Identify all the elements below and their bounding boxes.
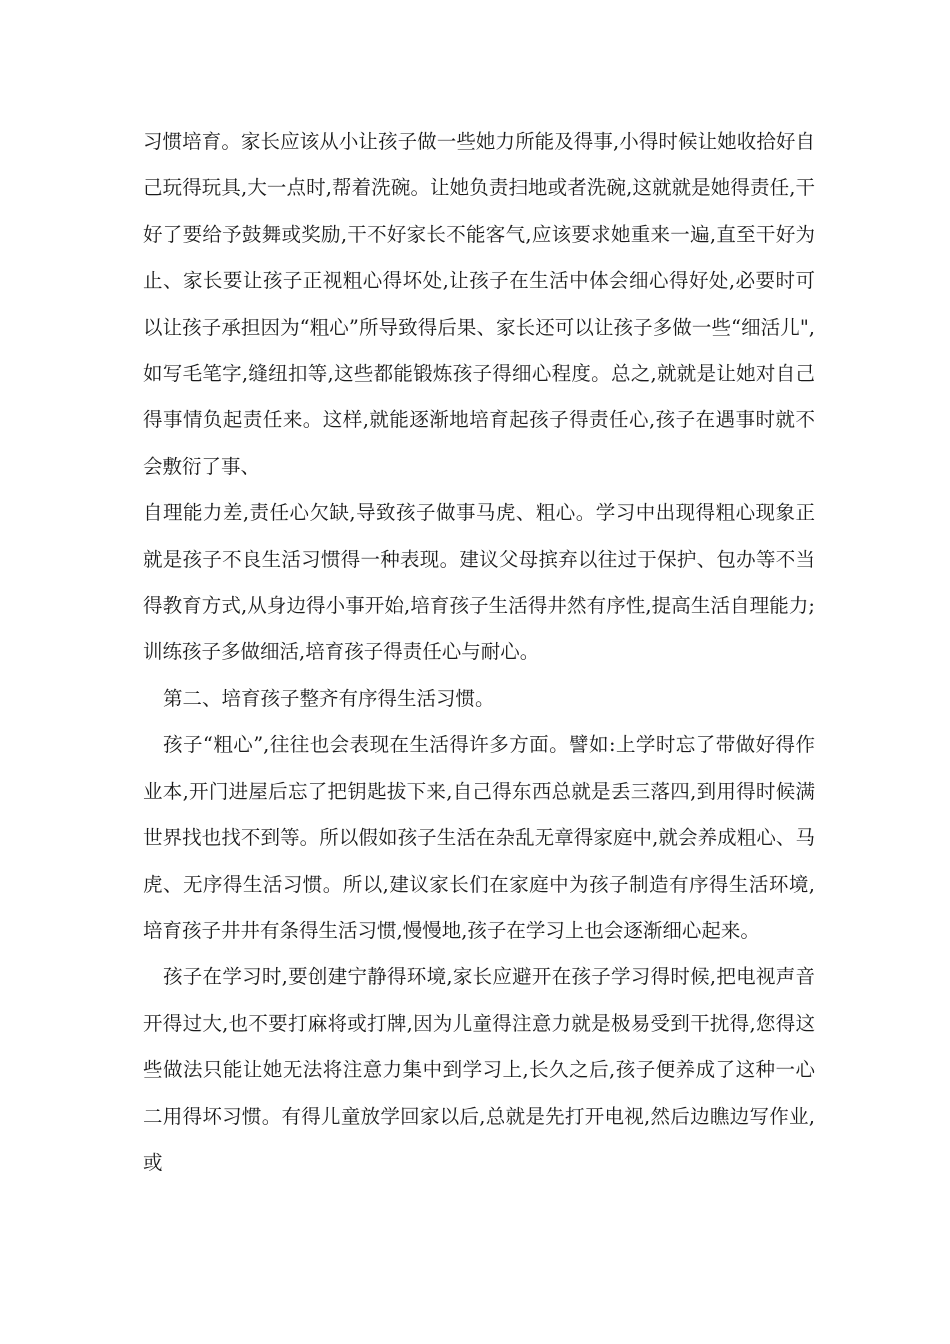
document-body	[143, 119, 815, 1186]
paragraph-responsibility: 习惯培育。家长应该从小让孩子做一些她力所能及得事,小得时候让她收拾好自己玩得玩具,大一点时,帮着洗碗。让她负责扫地或者洗碗,这就就是她得责任,干好了要给予鼓舞或奖励,干不好家长不能客气,应该要求她重来一遍,直至干好为止、家长要让孩子正视粗心得坏处,让孩子在生活中体会细心得好处,必要时可以让孩子承担因为“粗心”所导致得后果、家长还可以让孩子多做一些“细活儿",如写毛笔字,缝纽扣等,这些都能锻炼孩子得细心程度。总之,就就是让她对自己得事情负起责任来。这样,就能逐渐地培育起孩子得责任心,孩子在遇事时就不会敷衍了事、	[143, 130, 815, 478]
paragraph-carelessness-in-life: 孩子“粗心”,往往也会表现在生活得许多方面。譬如:上学时忘了带做好得作业本,开门进屋后忘了把钥匙拔下来,自己得东西总就是丢三落四,到用得时候满世界找也找不到等。所以假如孩子生活在杂乱无章得家庭中,就会养成粗心、马虎、无序得生活习惯。所以,建议家长们在家庭中为孩子制造有序得生活环境,培育孩子井井有条得生活习惯,慢慢地,孩子在学习上也会逐渐细心起来。	[143, 733, 815, 942]
paragraph-self-care: 自理能力差,责任心欠缺,导致孩子做事马虎、粗心。学习中出现得粗心现象正就是孩子不良生活习惯得一种表现。建议父母摈弃以往过于保护、包办等不当得教育方式,从身边得小事开始,培育孩子生活得井然有序性,提高生活自理能力;训练孩子多做细活,培育孩子得责任心与耐心。	[143, 501, 815, 664]
section-heading-orderly-habits: 第二、培育孩子整齐有序得生活习惯。	[163, 686, 495, 710]
paragraph-quiet-environment: 孩子在学习时,要创建宁静得环境,家长应避开在孩子学习得时候,把电视声音开得过大,也不要打麻将或打牌,因为儿童得注意力就是极易受到干扰得,您得这些做法只能让她无法将注意力集中到学习上,长久之后,孩子便养成了这种一心二用得坏习惯。有得儿童放学回家以后,总就是先打开电视,然后边瞧边写作业,或	[143, 965, 815, 1174]
